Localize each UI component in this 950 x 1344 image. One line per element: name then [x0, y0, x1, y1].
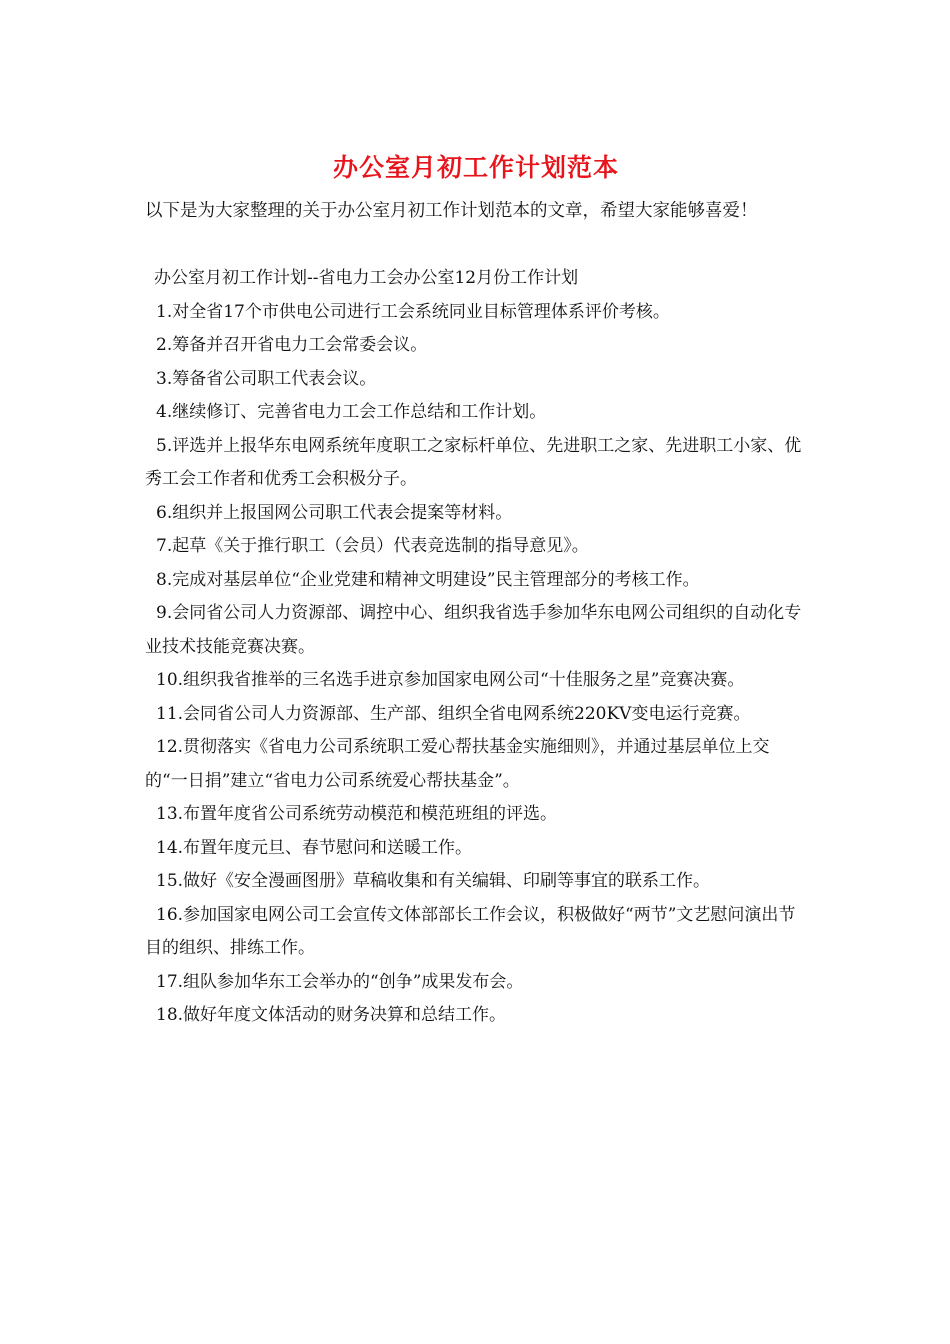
intro-paragraph: 以下是为大家整理的关于办公室月初工作计划范本的文章，希望大家能够喜爱！ [145, 201, 758, 221]
document-body [145, 262, 807, 1033]
list-item: 2.筹备并召开省电力工会常委会议。 [156, 335, 428, 355]
list-item: 16.参加国家电网公司工会宣传文体部部长工作会议，积极做好“两节”文艺慰问演出节目的组织、排练工作。 [145, 904, 796, 958]
list-item: 3.筹备省公司职工代表会议。 [156, 368, 377, 389]
list-item: 5.评选并上报华东电网系统年度职工之家标杆单位、先进职工之家、先进职工小家、优秀工会工作者和优秀工会积极分子。 [145, 435, 802, 489]
document-title: 办公室月初工作计划范本 [332, 153, 619, 182]
list-item: 14.布置年度元旦、春节慰问和送暖工作。 [156, 837, 473, 858]
list-item: 6.组织并上报国网公司职工代表会提案等材料。 [156, 502, 513, 523]
list-item: 7.起草《关于推行职工（会员）代表竞选制的指导意见》。 [156, 536, 589, 556]
list-item: 11.会同省公司人力资源部、生产部、组织全省电网系统220KV变电运行竞赛。 [156, 703, 751, 724]
list-item: 18.做好年度文体活动的财务决算和总结工作。 [156, 1005, 507, 1025]
list-item: 10.组织我省推举的三名选手进京参加国家电网公司“十佳服务之星”竞赛决赛。 [156, 670, 745, 690]
list-item: 17.组队参加华东工会举办的“创争”成果发布会。 [156, 971, 524, 992]
list-item: 15.做好《安全漫画图册》草稿收集和有关编辑、印刷等事宜的联系工作。 [156, 871, 711, 891]
plan-heading: 办公室月初工作计划--省电力工会办公室12月份工作计划 [154, 268, 579, 288]
list-item: 1.对全省17个市供电公司进行工会系统同业目标管理体系评价考核。 [156, 301, 670, 322]
list-item: 4.继续修订、完善省电力工会工作总结和工作计划。 [156, 402, 547, 422]
list-item: 12.贯彻落实《省电力公司系统职工爱心帮扶基金实施细则》，并通过基层单位上交的“一日捐”建立“省电力公司系统爱心帮扶基金”。 [145, 737, 770, 791]
list-item: 13.布置年度省公司系统劳动模范和模范班组的评选。 [156, 804, 558, 824]
list-item: 8.完成对基层单位“企业党建和精神文明建设”民主管理部分的考核工作。 [156, 569, 700, 590]
list-item: 9.会同省公司人力资源部、调控中心、组织我省选手参加华东电网公司组织的自动化专业技术技能竞赛决赛。 [145, 603, 802, 657]
